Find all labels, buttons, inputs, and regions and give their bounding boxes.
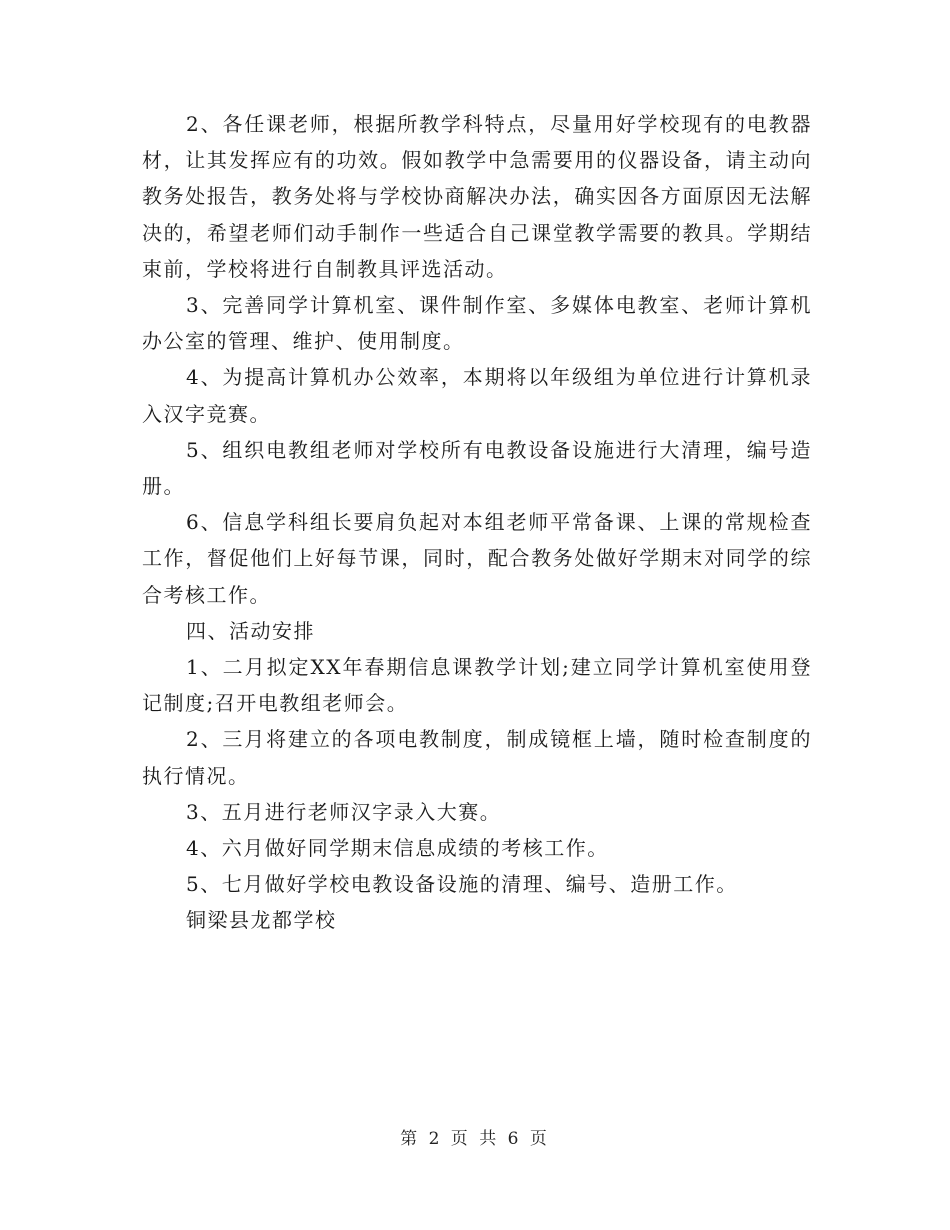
paragraph-item-6: 6、信息学科组长要肩负起对本组老师平常备课、上课的常规检查工作，督促他们上好每节课，同时，配合教务处做好学期末对同学的综合考核工作。 bbox=[142, 510, 812, 607]
paragraph-item-2: 2、各任课老师，根据所教学科特点，尽量用好学校现有的电教器材，让其发挥应有的功效。假如教学中急需要用的仪器设备，请主动向教务处报告，教务处将与学校协商解决办法，确实因各方面原因无法解决的，希望老师们动手制作一些适合自己课堂教学需要的教具。学期结束前，学校将进行自制教具评选活动。 bbox=[142, 112, 812, 281]
activity-item-3: 3、五月进行老师汉字录入大赛。 bbox=[186, 799, 502, 824]
activity-item-2: 2、三月将建立的各项电教制度，制成镜框上墙，随时检查制度的执行情况。 bbox=[142, 727, 812, 788]
paragraph-item-4: 4、为提高计算机办公效率，本期将以年级组为单位进行计算机录入汉字竞赛。 bbox=[142, 365, 812, 426]
school-signature: 铜梁县龙都学校 bbox=[186, 908, 337, 933]
paragraph-item-5: 5、组织电教组老师对学校所有电教设备设施进行大清理，编号造册。 bbox=[142, 437, 812, 499]
activity-item-5: 5、七月做好学校电教设备设施的清理、编号、造册工作。 bbox=[186, 872, 738, 897]
page-number-footer: 第 2 页 共 6 页 bbox=[400, 1129, 550, 1149]
activity-item-4: 4、六月做好同学期末信息成绩的考核工作。 bbox=[186, 836, 609, 861]
paragraph-item-3: 3、完善同学计算机室、课件制作室、多媒体电教室、老师计算机办公室的管理、维护、使用制度。 bbox=[142, 293, 812, 354]
activity-item-1: 1、二月拟定XX年春期信息课教学计划;建立同学计算机室使用登记制度;召开电教组老师会。 bbox=[142, 655, 812, 716]
document-body bbox=[142, 106, 812, 939]
section-heading-activities: 四、活动安排 bbox=[186, 618, 315, 643]
